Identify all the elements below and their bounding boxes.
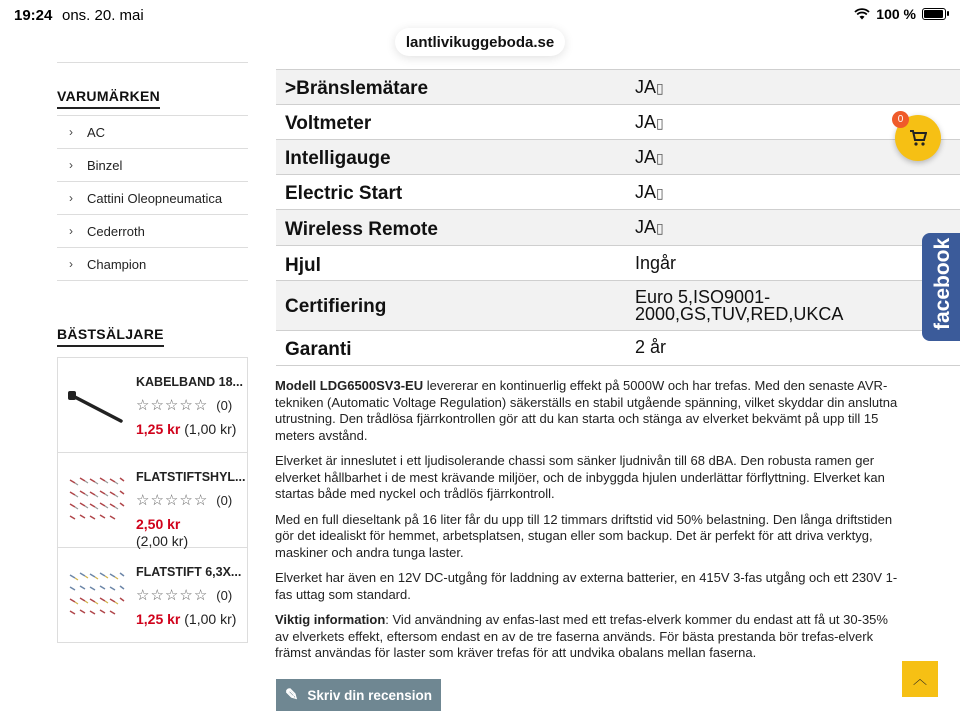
spec-row [276,280,960,331]
spec-value: JA▯ [635,217,664,237]
chevron-right-icon: › [69,125,73,139]
star-icon: ☆ [193,492,208,509]
brand-item-champion[interactable]: › Champion [57,248,248,281]
cart-icon [909,130,927,146]
spec-key: Hjul [285,255,321,276]
product-card[interactable] [58,453,247,548]
status-bar [0,0,960,30]
back-to-top-button[interactable] [902,661,938,697]
price-excl: (2,00 kr) [136,533,189,549]
product-name[interactable]: FLATSTIFTSHYL... [136,470,246,484]
spec-value: JA▯ [635,182,664,202]
product-card[interactable] [58,358,247,453]
description-paragraph: Elverket har även en 12V DC-utgång för laddning av externa batterier, en 415V 3-fas utgång och ett 230V 1-fas uttag som standard. [275,570,898,602]
pencil-icon: ✎ [285,687,299,704]
rating-count: (0) [216,492,233,508]
chevron-up-icon: ︿ [913,671,927,687]
chevron-right-icon: › [69,158,73,172]
product-name[interactable]: FLATSTIFT 6,3X... [136,565,242,579]
status-right [854,6,946,22]
star-icon: ☆ [179,397,193,414]
url-bar[interactable]: lantlivikuggeboda.se [395,28,565,56]
brand-item-cattini[interactable]: › Cattini Oleopneumatica [57,182,248,215]
spec-value: JA▯ [635,112,664,132]
star-icon: ☆ [150,587,164,604]
spec-key: Certifiering [285,296,387,317]
battery-percent: 100 % [876,6,916,22]
product-name[interactable]: KABELBAND 18... [136,375,243,389]
battery-icon [922,8,946,20]
spec-row [276,139,960,175]
sidebar [57,62,248,643]
spec-key: Voltmeter [285,113,372,134]
facebook-label[interactable]: facebook [931,237,954,330]
rating-stars [136,491,232,509]
star-icon: ☆ [164,492,179,509]
price: 1,25 kr (1,00 kr) [136,611,237,627]
bestsellers-heading: BÄSTSÄLJARE [57,301,248,351]
bestseller-list [57,357,248,643]
write-review-button[interactable]: ✎ Skriv din recension [276,679,441,711]
spec-value: Ingår [635,253,677,273]
star-icon: ☆ [179,587,193,604]
brand-item-binzel[interactable]: › Binzel [57,149,248,182]
spec-key: >Bränslemätare [285,78,429,99]
cart-count-badge: 0 [892,111,909,128]
brand-item-ac[interactable]: › AC [57,116,248,149]
chevron-right-icon: › [69,191,73,205]
brands-heading: VARUMÄRKEN [57,63,248,113]
chevron-right-icon: › [69,257,73,271]
spec-value: JA▯ [635,147,664,167]
status-time: 19:24 [14,7,53,24]
star-icon: ☆ [193,397,208,414]
spec-row [276,104,960,140]
star-icon: ☆ [136,587,150,604]
spec-row [276,209,960,246]
rating-count: (0) [216,587,233,603]
star-icon: ☆ [136,492,150,509]
rating-stars [136,396,232,414]
status-date: ons. 20. mai [62,7,144,24]
star-icon: ☆ [164,587,179,604]
description-paragraph: Viktig information: Vid användning av enfas-last med ett trefas-elverk kommer du endast att få ut 30-35% av elverkets effekt, eftersom endast en av de tre faserna används. För bästa prestanda bör trefas-elverk främst användas för laster som kräver trefas för att undvika obalans mellan faserna. [275,612,888,660]
description-paragraph: Modell LDG6500SV3-EU levererar en kontinuerlig effekt på 5000W och har trefas. Med den senaste AVR-tekniken (Automatic Voltage Regulation) säkerställs en stabil utgående spänning, vilket skyddar din anslutna utrustning. Den trådlösa fjärrkontrollen gör att du kan starta och stänga av elverket bekvämt på upp till 15 meters avstånd. [275,378,898,443]
product-image-cable-tie[interactable] [66,373,126,433]
product-image-terminals[interactable] [66,468,126,528]
spec-value: Euro 5,ISO9001-2000,GS,TUV,RED,UKCA [635,287,844,324]
brand-list [57,115,248,281]
chevron-right-icon: › [69,224,73,238]
spec-key: Intelligauge [285,148,391,169]
product-description [275,378,900,671]
spec-key: Electric Start [285,183,403,204]
product-card[interactable] [58,548,247,642]
product-image-terminals[interactable] [66,563,126,623]
rating-stars [136,586,232,604]
star-icon: ☆ [150,492,164,509]
star-icon: ☆ [164,397,179,414]
spec-key: Wireless Remote [285,219,438,240]
spec-value: JA▯ [635,77,664,97]
rating-count: (0) [216,397,233,413]
star-icon: ☆ [150,397,164,414]
spec-key: Garanti [285,339,352,360]
spec-row [276,330,960,366]
description-paragraph: Med en full dieseltank på 16 liter får du upp till 12 timmars driftstid vid 50% belastning. Den långa driftstiden gör det idealiskt för hemmet, arbetsplatsen, stugan eller som backup. Det är perfekt för att driva verktyg, maskiner och andra tunga laster. [275,511,893,560]
price: 2,50 kr [136,516,181,532]
wifi-icon [854,8,870,20]
spec-row [276,245,960,281]
spec-row [276,174,960,210]
spec-value: 2 år [635,337,667,357]
price: 1,25 kr (1,00 kr) [136,421,237,437]
spec-row [276,69,960,105]
brand-item-cederroth[interactable]: › Cederroth [57,215,248,248]
star-icon: ☆ [136,397,150,414]
star-icon: ☆ [179,492,193,509]
star-icon: ☆ [193,587,208,604]
description-paragraph: Elverket är inneslutet i ett ljudisolerande chassi som sänker ljudnivån till 68 dBA. Den robusta ramen ger elverket hållbarhet i de mest krävande miljöer, och de inbyggda hjulen underlättar förflyttning. Elverket kan startas både med nyckel och trådlös fjärrkontroll. [275,453,885,501]
